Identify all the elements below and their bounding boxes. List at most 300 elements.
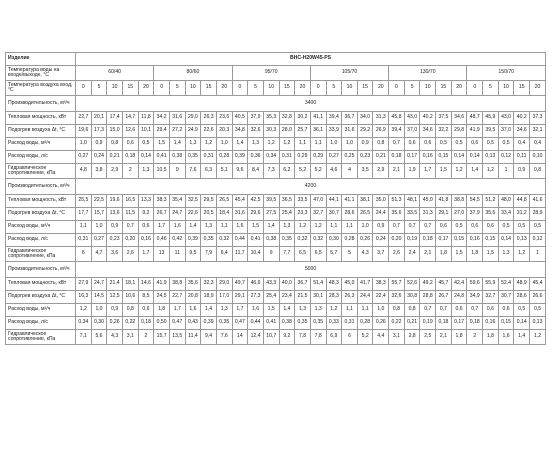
row-label: Гидравлическое сопротивление, кПа xyxy=(6,164,76,179)
air-temp-cell: 0 xyxy=(76,81,92,96)
value-cell: 0,13 xyxy=(483,151,499,164)
value-cell: 34,6 xyxy=(514,125,530,138)
capacity-value: 4200 xyxy=(76,179,546,195)
value-cell: 0,38 xyxy=(279,317,295,330)
data-row xyxy=(6,304,546,317)
value-cell: 0,8 xyxy=(107,138,123,151)
value-cell: 0,5 xyxy=(436,138,452,151)
data-row xyxy=(6,112,546,125)
value-cell: 1,2 xyxy=(263,138,279,151)
value-cell: 0,6 xyxy=(467,221,483,234)
data-row xyxy=(6,278,546,291)
value-cell: 23,4 xyxy=(279,291,295,304)
value-cell: 0,6 xyxy=(451,304,467,317)
capacity-label: Производительность, м³/ч xyxy=(6,96,76,112)
value-cell: 1,3 xyxy=(216,304,232,317)
value-cell: 0,14 xyxy=(514,317,530,330)
value-cell: 2,9 xyxy=(373,164,389,179)
value-cell: 10,1 xyxy=(138,125,154,138)
value-cell: 44,8 xyxy=(514,195,530,208)
value-cell: 10,6 xyxy=(122,291,138,304)
value-cell: 40,5 xyxy=(232,112,248,125)
value-cell: 1,0 xyxy=(91,221,107,234)
value-cell: 22,4 xyxy=(373,291,389,304)
value-cell: 7,9 xyxy=(201,247,217,262)
value-cell: 0,4 xyxy=(514,138,530,151)
water-group-1: 80/60 xyxy=(154,66,232,81)
value-cell: 1,7 xyxy=(169,304,185,317)
value-cell: 7,7 xyxy=(279,247,295,262)
value-cell: 35,6 xyxy=(483,208,499,221)
value-cell: 12,6 xyxy=(122,125,138,138)
value-cell: 0,43 xyxy=(185,317,201,330)
value-cell: 11,8 xyxy=(138,112,154,125)
air-temp-cell: 20 xyxy=(373,81,389,96)
value-cell: 17,7 xyxy=(76,208,92,221)
value-cell: 9,2 xyxy=(138,208,154,221)
value-cell: 0,20 xyxy=(389,234,405,247)
value-cell: 1,6 xyxy=(232,221,248,234)
value-cell: 0,31 xyxy=(342,317,358,330)
value-cell: 28,0 xyxy=(279,125,295,138)
value-cell: 1,3 xyxy=(310,304,326,317)
value-cell: 0,39 xyxy=(185,234,201,247)
value-cell: 36,1 xyxy=(310,125,326,138)
value-cell: 1,4 xyxy=(185,221,201,234)
value-cell: 1,5 xyxy=(451,247,467,262)
value-cell: 42,4 xyxy=(451,278,467,291)
value-cell: 0,21 xyxy=(107,151,123,164)
value-cell: 32,7 xyxy=(483,291,499,304)
air-temp-cell: 15 xyxy=(122,81,138,96)
value-cell: 4 xyxy=(342,164,358,179)
value-cell: 8,4 xyxy=(248,164,264,179)
value-cell: 3,5 xyxy=(357,164,373,179)
air-temp-cell: 15 xyxy=(201,81,217,96)
value-cell: 29,6 xyxy=(248,208,264,221)
air-temp-cell: 20 xyxy=(451,81,467,96)
air-temp-cell: 10 xyxy=(263,81,279,96)
value-cell: 0,5 xyxy=(514,221,530,234)
value-cell: 39,4 xyxy=(389,125,405,138)
value-cell: 11,7 xyxy=(232,247,248,262)
value-cell: 35,3 xyxy=(263,112,279,125)
value-cell: 45,0 xyxy=(420,195,436,208)
value-cell: 1 xyxy=(530,247,546,262)
value-cell: 1,8 xyxy=(436,247,452,262)
air-temp-cell: 5 xyxy=(483,81,499,96)
row-label: Подогрев воздуха Δt, °С xyxy=(6,125,76,138)
value-cell: 1,3 xyxy=(498,247,514,262)
air-temp-cell: 20 xyxy=(216,81,232,96)
row-label: Тепловая мощность, кВт xyxy=(6,278,76,291)
value-cell: 55,7 xyxy=(389,278,405,291)
value-cell: 26,6 xyxy=(530,291,546,304)
value-cell: 0,7 xyxy=(389,138,405,151)
value-cell: 0,32 xyxy=(310,234,326,247)
value-cell: 26,5 xyxy=(216,195,232,208)
value-cell: 6,5 xyxy=(310,247,326,262)
data-row xyxy=(6,234,546,247)
air-temp-cell: 5 xyxy=(326,81,342,96)
value-cell: 1,1 xyxy=(310,138,326,151)
value-cell: 41,9 xyxy=(154,278,170,291)
row-label: Подогрев воздуха Δt, °С xyxy=(6,291,76,304)
value-cell: 0,8 xyxy=(389,304,405,317)
value-cell: 5,2 xyxy=(295,164,311,179)
value-cell: 4,8 xyxy=(76,164,92,179)
air-temp-cell: 5 xyxy=(404,81,420,96)
value-cell: 0,5 xyxy=(498,138,514,151)
value-cell: 1,4 xyxy=(279,304,295,317)
value-cell: 0,44 xyxy=(232,234,248,247)
value-cell: 17,3 xyxy=(91,125,107,138)
value-cell: 0,39 xyxy=(201,317,217,330)
value-cell: 0,10 xyxy=(530,151,546,164)
value-cell: 0,7 xyxy=(404,221,420,234)
value-cell: 0,19 xyxy=(404,234,420,247)
value-cell: 0,6 xyxy=(138,221,154,234)
value-cell: 35,4 xyxy=(169,195,185,208)
value-cell: 38,3 xyxy=(373,278,389,291)
value-cell: 29,1 xyxy=(436,208,452,221)
value-cell: 0,38 xyxy=(169,151,185,164)
value-cell: 0,5 xyxy=(498,221,514,234)
value-cell: 28,3 xyxy=(326,291,342,304)
value-cell: 0,7 xyxy=(436,304,452,317)
value-cell: 1,7 xyxy=(138,247,154,262)
air-temp-cell: 0 xyxy=(310,81,326,96)
value-cell: 1,2 xyxy=(530,330,546,345)
value-cell: 4,4 xyxy=(373,330,389,345)
value-cell: 22,6 xyxy=(185,208,201,221)
value-cell: 43,0 xyxy=(404,112,420,125)
value-cell: 14,6 xyxy=(138,278,154,291)
value-cell: 5 xyxy=(342,247,358,262)
value-cell: 54,5 xyxy=(467,195,483,208)
value-cell: 1,1 xyxy=(342,304,358,317)
value-cell: 25,5 xyxy=(76,195,92,208)
value-cell: 0,35 xyxy=(185,151,201,164)
water-temp-row xyxy=(6,66,546,81)
value-cell: 26,5 xyxy=(357,208,373,221)
capacity-row xyxy=(6,96,546,112)
value-cell: 0,41 xyxy=(154,151,170,164)
value-cell: 1,0 xyxy=(373,304,389,317)
value-cell: 1,0 xyxy=(326,138,342,151)
value-cell: 41,6 xyxy=(530,195,546,208)
value-cell: 0,19 xyxy=(420,317,436,330)
air-temp-cell: 20 xyxy=(530,81,546,96)
value-cell: 12,4 xyxy=(248,330,264,345)
value-cell: 0,46 xyxy=(154,234,170,247)
value-cell: 0,8 xyxy=(373,138,389,151)
value-cell: 38,8 xyxy=(451,195,467,208)
value-cell: 32,6 xyxy=(248,125,264,138)
value-cell: 59,6 xyxy=(467,278,483,291)
value-cell: 3,8 xyxy=(91,164,107,179)
value-cell: 22,6 xyxy=(201,125,217,138)
value-cell: 0,25 xyxy=(342,151,358,164)
value-cell: 24,7 xyxy=(91,278,107,291)
value-cell: 7,8 xyxy=(310,330,326,345)
value-cell: 0,12 xyxy=(530,234,546,247)
value-cell: 29,4 xyxy=(154,125,170,138)
value-cell: 51,2 xyxy=(483,195,499,208)
value-cell: 0,29 xyxy=(295,151,311,164)
value-cell: 41,1 xyxy=(310,112,326,125)
value-cell: 1,2 xyxy=(483,164,499,179)
value-cell: 0,16 xyxy=(467,234,483,247)
value-cell: 1,4 xyxy=(201,304,217,317)
value-cell: 34,0 xyxy=(357,112,373,125)
value-cell: 9,2 xyxy=(279,330,295,345)
value-cell: 0,17 xyxy=(404,151,420,164)
value-cell: 0,39 xyxy=(232,151,248,164)
value-cell: 35,6 xyxy=(389,208,405,221)
value-cell: 37,0 xyxy=(404,125,420,138)
value-cell: 1,5 xyxy=(263,304,279,317)
value-cell: 5,6 xyxy=(91,330,107,345)
value-cell: 16,3 xyxy=(76,291,92,304)
value-cell: 0,22 xyxy=(389,317,405,330)
value-cell: 6,5 xyxy=(295,247,311,262)
value-cell: 2,8 xyxy=(404,330,420,345)
value-cell: 0,35 xyxy=(216,317,232,330)
value-cell: 20,5 xyxy=(201,208,217,221)
water-group-4: 130/70 xyxy=(389,66,467,81)
value-cell: 26,9 xyxy=(373,125,389,138)
value-cell: 0,9 xyxy=(107,304,123,317)
value-cell: 0,15 xyxy=(483,234,499,247)
value-cell: 1,4 xyxy=(514,330,530,345)
value-cell: 45,8 xyxy=(389,112,405,125)
capacity-row xyxy=(6,262,546,278)
value-cell: 0,17 xyxy=(436,234,452,247)
value-cell: 1,4 xyxy=(169,138,185,151)
value-cell: 42,5 xyxy=(248,195,264,208)
value-cell: 34,6 xyxy=(420,125,436,138)
value-cell: 24,5 xyxy=(154,291,170,304)
value-cell: 3,1 xyxy=(122,330,138,345)
value-cell: 0,31 xyxy=(279,151,295,164)
value-cell: 28,9 xyxy=(530,208,546,221)
data-row xyxy=(6,195,546,208)
value-cell: 1,0 xyxy=(342,138,358,151)
value-cell: 10,7 xyxy=(263,330,279,345)
value-cell: 31,6 xyxy=(342,125,358,138)
value-cell: 0,12 xyxy=(498,151,514,164)
value-cell: 0,32 xyxy=(216,234,232,247)
value-cell: 1,6 xyxy=(248,304,264,317)
value-cell: 0,7 xyxy=(420,221,436,234)
value-cell: 1,7 xyxy=(420,164,436,179)
value-cell: 0,17 xyxy=(451,317,467,330)
value-cell: 0,18 xyxy=(138,317,154,330)
data-row xyxy=(6,221,546,234)
value-cell: 21,4 xyxy=(107,278,123,291)
value-cell: 13,5 xyxy=(169,330,185,345)
air-temp-cell: 0 xyxy=(154,81,170,96)
water-group-2: 95/70 xyxy=(232,66,310,81)
value-cell: 1,4 xyxy=(467,164,483,179)
value-cell: 29,2 xyxy=(357,125,373,138)
value-cell: 9 xyxy=(263,247,279,262)
value-cell: 0,6 xyxy=(483,304,499,317)
value-cell: 1,2 xyxy=(514,247,530,262)
data-row xyxy=(6,247,546,262)
air-temp-cell: 0 xyxy=(389,81,405,96)
value-cell: 0,18 xyxy=(122,151,138,164)
value-cell: 1,6 xyxy=(185,304,201,317)
value-cell: 41,8 xyxy=(436,195,452,208)
value-cell: 9,5 xyxy=(185,247,201,262)
value-cell: 0,31 xyxy=(76,234,92,247)
value-cell: 0,20 xyxy=(122,234,138,247)
value-cell: 6,9 xyxy=(326,330,342,345)
row-label: Расход воды, м³/ч xyxy=(6,304,76,317)
value-cell: 0,35 xyxy=(279,234,295,247)
data-row xyxy=(6,330,546,345)
value-cell: 28,6 xyxy=(514,291,530,304)
value-cell: 1,8 xyxy=(154,304,170,317)
value-cell: 5,7 xyxy=(326,247,342,262)
value-cell: 4,6 xyxy=(326,164,342,179)
value-cell: 26,7 xyxy=(154,208,170,221)
value-cell: 0,6 xyxy=(138,304,154,317)
value-cell: 14 xyxy=(232,330,248,345)
value-cell: 37,0 xyxy=(498,125,514,138)
capacity-row xyxy=(6,179,546,195)
value-cell: 20,1 xyxy=(91,112,107,125)
value-cell: 33,5 xyxy=(404,208,420,221)
value-cell: 24,4 xyxy=(373,208,389,221)
data-row xyxy=(6,125,546,138)
data-row xyxy=(6,151,546,164)
row-label: Гидравлическое сопротивление, кПа xyxy=(6,330,76,345)
air-temp-cell: 5 xyxy=(248,81,264,96)
value-cell: 24,7 xyxy=(169,208,185,221)
value-cell: 6 xyxy=(76,247,92,262)
value-cell: 1,7 xyxy=(232,304,248,317)
air-temp-cell: 10 xyxy=(107,81,123,96)
value-cell: 0,50 xyxy=(154,317,170,330)
value-cell: 24,4 xyxy=(357,291,373,304)
value-cell: 43,0 xyxy=(498,112,514,125)
value-cell: 1,5 xyxy=(154,138,170,151)
value-cell: 1,1 xyxy=(326,221,342,234)
value-cell: 0,15 xyxy=(436,151,452,164)
value-cell: 1,0 xyxy=(91,304,107,317)
value-cell: 0,9 xyxy=(373,221,389,234)
value-cell: 2,9 xyxy=(107,164,123,179)
value-cell: 38,3 xyxy=(154,195,170,208)
value-cell: 1,3 xyxy=(138,164,154,179)
value-cell: 0,16 xyxy=(420,151,436,164)
value-cell: 33,4 xyxy=(498,208,514,221)
value-cell: 0,6 xyxy=(436,221,452,234)
value-cell: 1,5 xyxy=(483,247,499,262)
value-cell: 0,14 xyxy=(498,234,514,247)
value-cell: 30,7 xyxy=(326,208,342,221)
value-cell: 0,13 xyxy=(514,234,530,247)
value-cell: 0,9 xyxy=(107,221,123,234)
value-cell: 0,28 xyxy=(357,317,373,330)
value-cell: 34,6 xyxy=(451,112,467,125)
row-label: Тепловая мощность, кВт xyxy=(6,112,76,125)
value-cell: 23,6 xyxy=(216,112,232,125)
value-cell: 52,6 xyxy=(404,278,420,291)
value-cell: 30,3 xyxy=(263,125,279,138)
value-cell: 0,23 xyxy=(357,151,373,164)
value-cell: 15,0 xyxy=(107,125,123,138)
value-cell: 11,5 xyxy=(122,208,138,221)
value-cell: 30,1 xyxy=(310,291,326,304)
value-cell: 36,5 xyxy=(279,195,295,208)
value-cell: 22,7 xyxy=(76,112,92,125)
value-cell: 44,1 xyxy=(326,195,342,208)
value-cell: 0,29 xyxy=(310,151,326,164)
value-cell: 51,3 xyxy=(389,195,405,208)
value-cell: 1,2 xyxy=(451,164,467,179)
air-temp-cell: 15 xyxy=(514,81,530,96)
value-cell: 0,9 xyxy=(357,138,373,151)
value-cell: 35,6 xyxy=(185,278,201,291)
air-temp-cell: 0 xyxy=(467,81,483,96)
value-cell: 1,2 xyxy=(76,304,92,317)
value-cell: 0,30 xyxy=(91,317,107,330)
value-cell: 26,7 xyxy=(436,291,452,304)
value-cell: 27,9 xyxy=(76,278,92,291)
value-cell: 0,21 xyxy=(404,317,420,330)
value-cell: 2,1 xyxy=(436,330,452,345)
value-cell: 25,4 xyxy=(263,291,279,304)
spec-table-wrapper xyxy=(5,52,545,345)
value-cell: 24,9 xyxy=(185,125,201,138)
value-cell: 14,7 xyxy=(122,112,138,125)
value-cell: 36,7 xyxy=(295,278,311,291)
value-cell: 1,1 xyxy=(342,221,358,234)
value-cell: 4,7 xyxy=(91,247,107,262)
value-cell: 0,26 xyxy=(107,317,123,330)
value-cell: 1,8 xyxy=(451,330,467,345)
value-cell: 38,1 xyxy=(357,195,373,208)
value-cell: 0,30 xyxy=(326,234,342,247)
value-cell: 40,2 xyxy=(514,112,530,125)
value-cell: 12,5 xyxy=(107,291,123,304)
value-cell: 27,0 xyxy=(451,208,467,221)
value-cell: 15,7 xyxy=(91,208,107,221)
value-cell: 31,3 xyxy=(420,208,436,221)
value-cell: 10,4 xyxy=(248,247,264,262)
value-cell: 14,5 xyxy=(91,291,107,304)
model-header-row xyxy=(6,53,546,66)
value-cell: 31,6 xyxy=(232,208,248,221)
value-cell: 7,1 xyxy=(76,330,92,345)
value-cell: 9,6 xyxy=(232,164,248,179)
value-cell: 11 xyxy=(169,247,185,262)
value-cell: 45,4 xyxy=(232,195,248,208)
value-cell: 0,7 xyxy=(389,221,405,234)
row-label: Расход воды, л/с xyxy=(6,317,76,330)
value-cell: 34,8 xyxy=(232,125,248,138)
value-cell: 52,4 xyxy=(498,278,514,291)
value-cell: 9 xyxy=(169,164,185,179)
data-row xyxy=(6,291,546,304)
value-cell: 0,8 xyxy=(530,164,546,179)
value-cell: 0,5 xyxy=(483,138,499,151)
value-cell: 0,26 xyxy=(357,234,373,247)
